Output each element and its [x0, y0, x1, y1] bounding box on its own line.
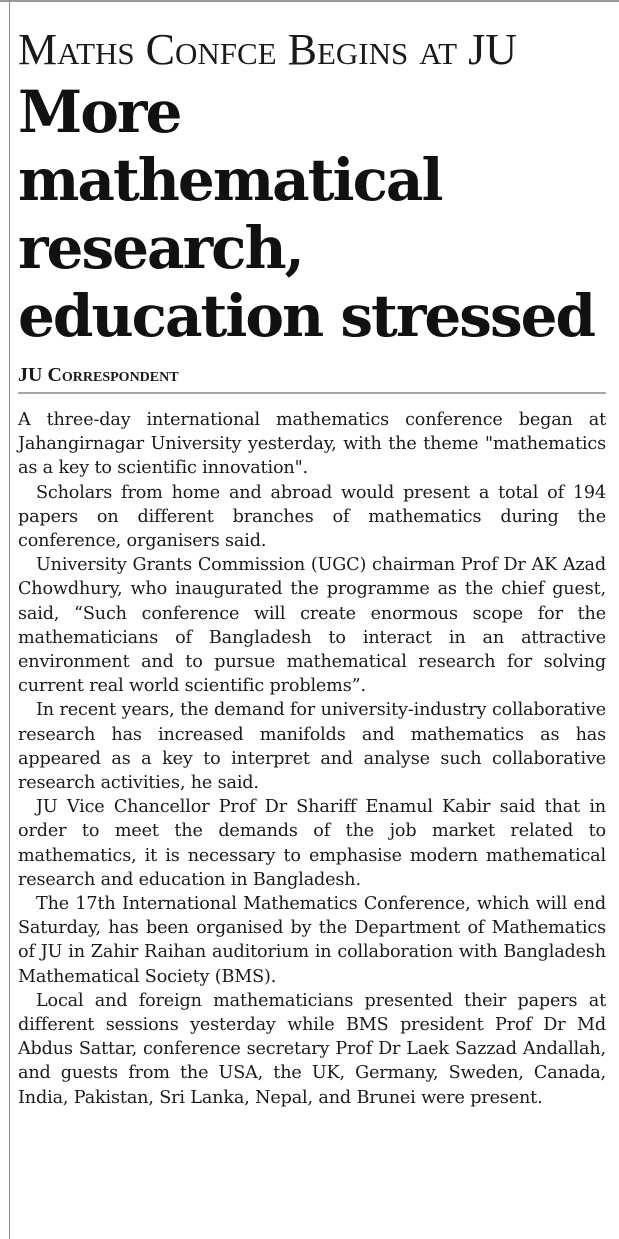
main-headline: More mathematical research, education stressed	[18, 78, 595, 350]
paragraph: University Grants Commission (UGC) chairman Prof Dr AK Azad Chowdhury, who inaugurated the programme as the chief guest, said, “Such conference will create enormous scope for the mathematicians of Bangladesh to interact in an attractive environment and to pursue mathematical research for solving current real world scientific problems”.	[18, 555, 606, 697]
kicker-headline: Maths Confce Begins at JU	[18, 25, 518, 74]
top-border	[0, 0, 619, 2]
news-article	[18, 25, 608, 1110]
paragraph: In recent years, the demand for university-industry collaborative research has increased manifolds and mathematics as has appeared as a key to interpret and analyse such collaborative research activities, he said.	[18, 700, 606, 794]
paragraph: JU Vice Chancellor Prof Dr Shariff Enamul Kabir said that in order to meet the demands of the job market related to mathematics, it is necessary to emphasise modern mathematical research and education in Bangladesh.	[18, 797, 606, 890]
paragraph: Scholars from home and abroad would present a total of 194 papers on different branches of mathematics during the conference, organisers said.	[18, 482, 606, 552]
article-body	[18, 408, 606, 1110]
paragraph: The 17th International Mathematics Conference, which will end Saturday, has been organised by the Department of Mathematics of JU in Zahir Raihan auditorium in collaboration with Bangladesh Mathematical Society (BMS).	[18, 894, 606, 987]
byline: JU Correspondent	[18, 364, 606, 394]
column-rule	[9, 0, 10, 1239]
paragraph: Local and foreign mathematicians presented their papers at different sessions yesterday while BMS president Prof Dr Md Abdus Sattar, conference secretary Prof Dr Laek Sazzad Andallah, and guests from the USA, the UK, Germany, Sweden, Canada, India, Pakistan, Sri Lanka, Nepal, and Brunei were present.	[18, 990, 606, 1108]
paragraph: A three-day international mathematics conference began at Jahangirnagar University yesterday, with the theme "mathematics as a key to scientific innovation".	[18, 410, 606, 479]
